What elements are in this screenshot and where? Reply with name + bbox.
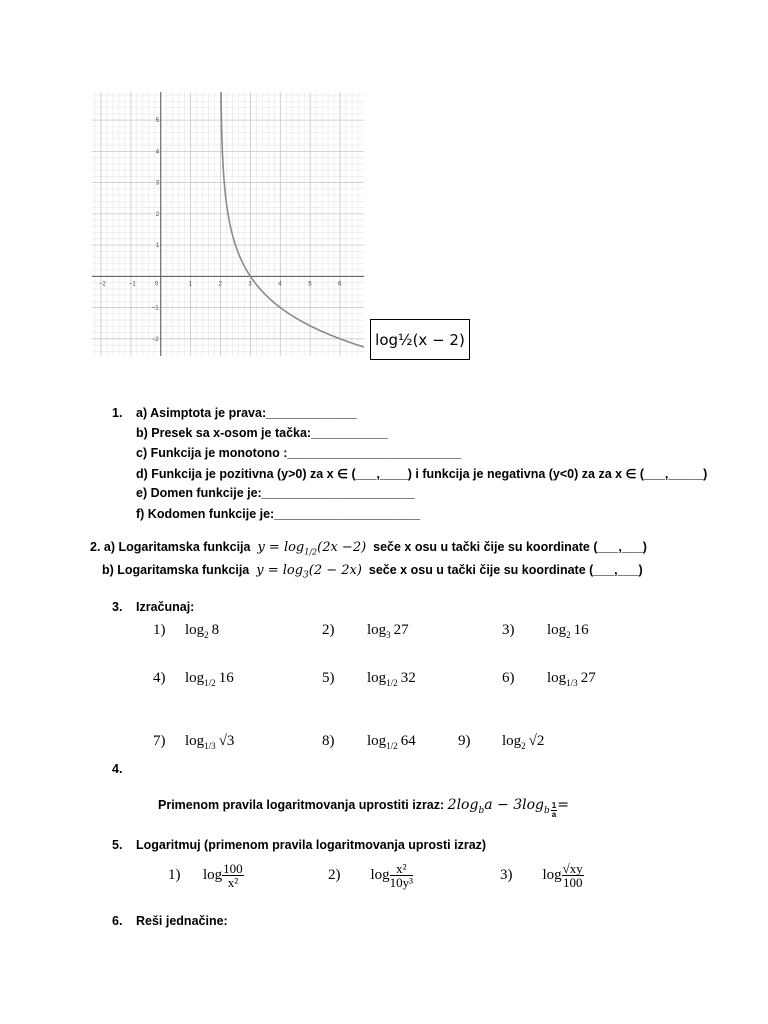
q1-a: a) Asimptota je prava:_____________ (136, 406, 357, 420)
q3-item-number: 6) (502, 670, 515, 686)
q4-number: 4. (112, 762, 123, 776)
function-formula-box (370, 319, 470, 360)
x-tick-label: 2 (218, 281, 222, 288)
y-tick-label: 1 (155, 243, 160, 250)
x-tick-label: 4 (278, 281, 282, 288)
q2-a: 2. a) Logaritamska funkcija $y = \log_{1/2}(2x -2)$ seče x osu u tački čije su koordinate (___,___) (90, 540, 647, 557)
q5-item-3: 3) log $\frac{√xy}{100}$ (500, 861, 583, 890)
y-tick-label: 4 (155, 149, 160, 156)
function-formula: log½(x − 2) (375, 330, 465, 349)
q1-c: c) Funkcija je monotono :_________________________ (136, 446, 462, 460)
q5-item-1: 1) log $\frac{100}{\text{x²}}$ (168, 861, 243, 890)
x-tick-label: 3 (248, 281, 252, 288)
q3-item-number: 1) (153, 622, 166, 638)
q3-number: 3. (112, 600, 123, 614)
q3-item-log: $\log_{1/2} 32$ (367, 670, 416, 688)
y-tick-label: 3 (155, 180, 160, 187)
q3-item-number: 2) (322, 622, 335, 638)
x-tick-label: 6 (338, 281, 342, 288)
q3-item-log: $\log_{1/2} 16$ (185, 670, 234, 688)
x-tick-label: 1 (188, 281, 192, 288)
q4-text: Primenom pravila logaritmovanja uprostiti izraz: $2\log_ba - 3\log_b$ $\frac{1}{a}=$ (158, 797, 569, 819)
q3-title: Izračunaj: (136, 600, 195, 614)
q3-item-number: 3) (502, 622, 515, 638)
q3-item-number: 7) (153, 733, 166, 749)
function-graph (92, 92, 364, 356)
q3-item-number: 5) (322, 670, 335, 686)
x-tick-label: 5 (308, 281, 312, 288)
q2-b: b) Logaritamska funkcija $y = \log_3(2 - 2x)$ seče x osu u tački čije su koordinate (___,___) (102, 563, 643, 581)
q1-b: b) Presek sa x-osom je tačka:___________ (136, 426, 388, 440)
q5-item-2: 2) log $\frac{\text{x²}}{\text{10y³}}$ (328, 861, 414, 890)
q3-item-log: $\log_2 √2$ (502, 733, 545, 751)
q3-item-number: 9) (458, 733, 471, 749)
q1-d: d) Funkcija je pozitivna (y>0) za x ∈ (___,____) i funkcija je negativna (y<0) za za x ∈ (___,_____) (136, 467, 708, 481)
y-tick-label: 2 (155, 211, 160, 218)
q3-item-log: $\log_{1/3} 27$ (547, 670, 596, 688)
y-tick-label: −2 (151, 336, 159, 343)
q1-number: 1. (112, 406, 123, 420)
q1-f: f) Kodomen funkcije je:_____________________ (136, 507, 421, 521)
q5-title: Logaritmuj (primenom pravila logaritmovanja uprosti izraz) (136, 838, 487, 852)
q3-item-log: $\log_{1/3} √3$ (185, 733, 235, 751)
q3-item-log: $\log_{1/2} 64$ (367, 733, 416, 751)
q3-item-number: 4) (153, 670, 166, 686)
x-tick-label: 0 (154, 281, 159, 288)
y-tick-label: 5 (155, 118, 160, 125)
q3-item-number: 8) (322, 733, 335, 749)
q3-item-log: $\log_3 27$ (367, 622, 409, 640)
y-tick-label: −1 (151, 305, 159, 312)
x-tick-label: −1 (128, 281, 136, 288)
x-tick-label: −2 (98, 281, 106, 288)
q6-number: 6. (112, 914, 123, 928)
q1-e: e) Domen funkcije je:______________________ (136, 486, 415, 500)
q5-number: 5. (112, 838, 123, 852)
q6-title: Reši jednačine: (136, 914, 228, 928)
q3-item-log: $\log_2 8$ (185, 622, 220, 640)
q3-item-log: $\log_2 16$ (547, 622, 589, 640)
